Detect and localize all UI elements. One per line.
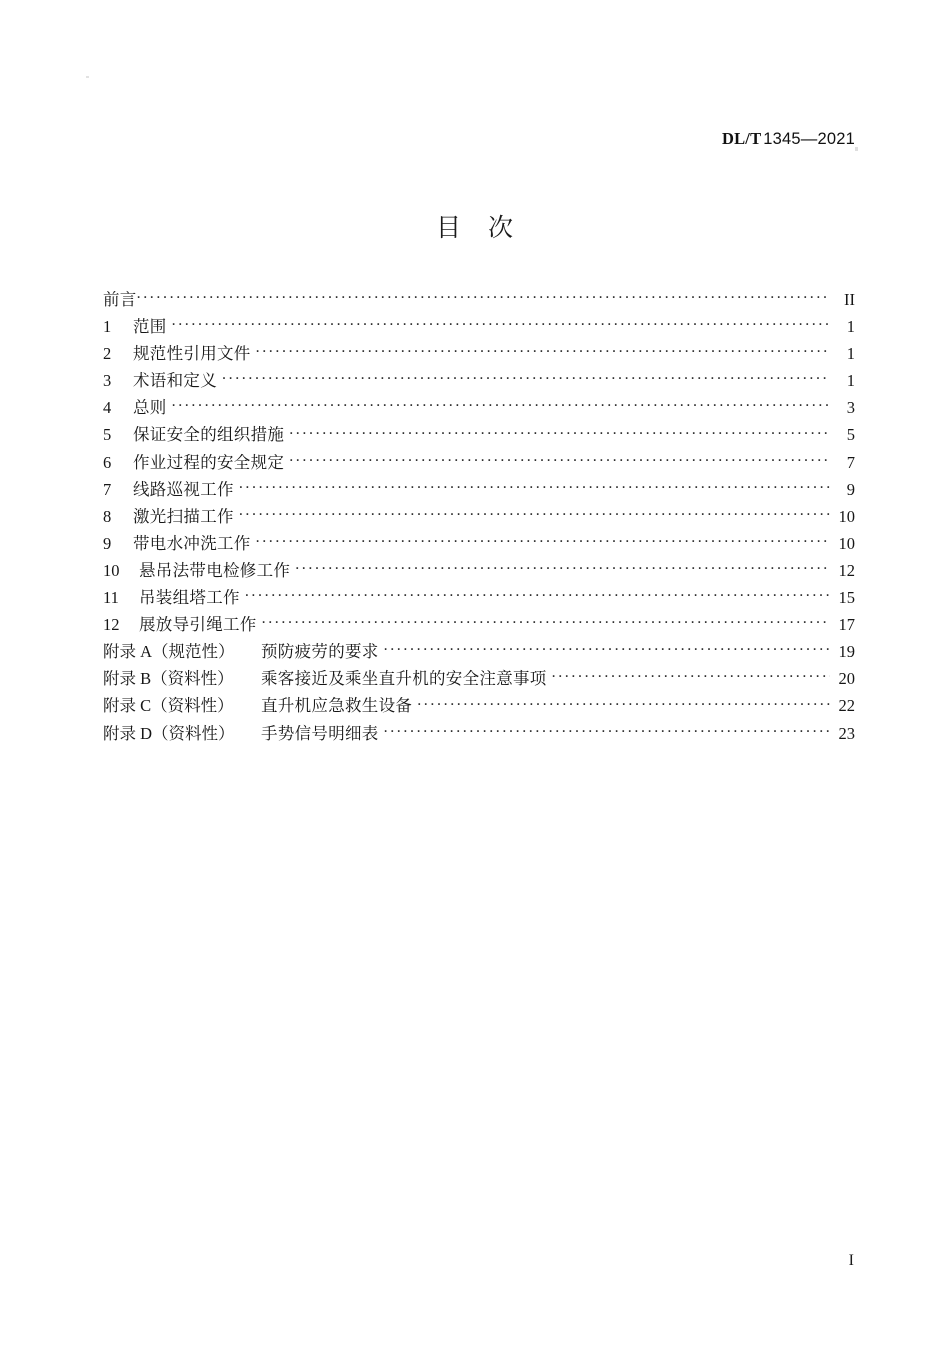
dot-leader [417,695,830,712]
dot-leader [172,397,830,414]
toc-entry-label: 总则 [133,398,167,418]
scan-artifact [855,147,858,151]
toc-entry[interactable] [103,638,855,665]
toc-entry-number: 2 [103,344,112,364]
dot-leader [552,668,830,685]
page-folio: I [848,1252,854,1269]
page-title-char-1: 目 [435,215,462,242]
dot-leader [384,722,830,739]
toc-page-number: 22 [838,696,855,716]
toc-entry-number: 3 [103,371,112,391]
toc-entry[interactable] [103,449,855,476]
toc-entry-label: 保证安全的组织措施 [133,425,285,445]
toc-page-number: 10 [838,533,855,553]
page-title-char-2: 次 [488,215,515,242]
toc-page-number: 10 [838,506,855,526]
dot-leader [295,559,830,576]
dot-leader [239,505,830,522]
standard-prefix: DL/T [721,129,762,148]
toc-entry-label: 范围 [133,317,167,337]
toc-page-number: 20 [838,669,855,689]
toc-entry[interactable] [103,530,855,557]
toc-entry[interactable] [103,421,855,448]
toc-entry-label: 作业过程的安全规定 [133,452,285,472]
toc-entry[interactable] [103,367,855,394]
toc-page-number: 5 [846,425,855,445]
page-title [0,208,950,244]
dot-leader [289,451,830,468]
dot-leader [262,614,830,631]
toc-entry-label: 手势信号明细表 [261,723,379,743]
toc-entry[interactable] [103,476,855,503]
toc-page-number: 1 [846,317,855,337]
dot-leader [239,478,830,495]
toc-entry[interactable] [103,720,855,747]
toc-entry-number: 11 [103,588,119,608]
toc-entry[interactable] [103,611,855,638]
toc-entry-label: 术语和定义 [133,371,217,391]
toc-entry-label: 悬吊法带电检修工作 [139,560,291,580]
dot-leader [256,343,830,360]
scan-artifact [86,76,89,78]
toc-entry-label: 展放导引绳工作 [139,615,257,635]
document-header [722,131,855,148]
toc-entry[interactable] [103,313,855,340]
toc-annex-label: 附录 D（资料性） [103,723,235,743]
toc-page-number: 9 [846,479,855,499]
toc-entry-label: 带电水冲洗工作 [133,533,251,553]
toc-entry-number: 5 [103,425,112,445]
toc-entry[interactable] [103,286,855,313]
toc-annex-label: 附录 C（资料性） [103,696,234,716]
dot-leader [384,641,830,658]
toc-entry[interactable] [103,340,855,367]
toc-page-number: 7 [846,452,855,472]
standard-number: 1345—2021 [763,130,855,148]
toc-page-number: 19 [838,642,855,662]
dot-leader [172,316,830,333]
toc-entry-number: 1 [103,317,112,337]
toc-page-number: 23 [838,723,855,743]
toc-entry[interactable] [103,692,855,719]
dot-leader [289,424,830,441]
toc-entry-label: 乘客接近及乘坐直升机的安全注意事项 [261,669,547,689]
toc-entry-number: 9 [103,533,112,553]
toc-entry-label: 线路巡视工作 [133,479,234,499]
toc-page-number: 3 [846,398,855,418]
toc-page-number: 1 [846,371,855,391]
toc-entry-label: 直升机应急救生设备 [261,696,413,716]
toc-entry-label: 规范性引用文件 [133,344,251,364]
toc-entry-number: 8 [103,506,112,526]
toc-entry[interactable] [103,503,855,530]
toc-entry[interactable] [103,394,855,421]
dot-leader [245,587,830,604]
toc-page-number: 15 [838,588,855,608]
toc-entry-label: 激光扫描工作 [133,506,234,526]
toc-entry-number: 7 [103,479,112,499]
dot-leader [137,289,830,306]
toc-page-number: II [844,290,855,309]
toc-annex-label: 附录 A（规范性） [103,642,235,662]
toc-entry-number: 6 [103,452,112,472]
toc-annex-label: 附录 B（资料性） [103,669,234,689]
toc-entry-number: 4 [103,398,112,418]
toc-entry[interactable] [103,584,855,611]
table-of-contents [103,286,855,747]
toc-entry-label: 预防疲劳的要求 [261,642,379,662]
dot-leader [222,370,830,387]
toc-page-number: 17 [838,615,855,635]
toc-entry-label: 前言 [103,290,137,309]
toc-entry-number: 12 [103,615,120,635]
toc-entry-number: 10 [103,560,120,580]
toc-entry[interactable] [103,665,855,692]
toc-entry-label: 吊装组塔工作 [139,588,240,608]
dot-leader [256,532,830,549]
toc-entry[interactable] [103,557,855,584]
toc-page-number: 12 [838,560,855,580]
toc-page-number: 1 [846,344,855,364]
